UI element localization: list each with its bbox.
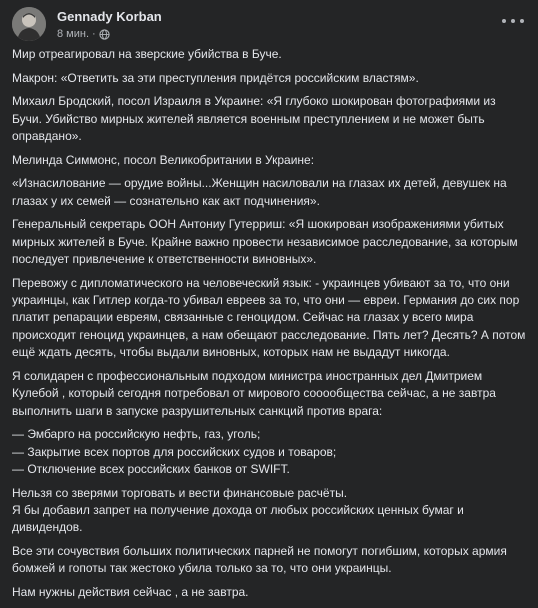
meta-separator: · (92, 28, 96, 40)
post-header (12, 7, 526, 41)
author-name[interactable]: Gennady Korban (57, 9, 162, 24)
post-paragraph: Все эти сочувствия больших политических парней не помогут погибшим, которых армия бомжей и гопоты так жестоко убила только за то, что они украинцы. (12, 544, 507, 576)
avatar-photo-icon (12, 7, 46, 41)
post-paragraph: Михаил Бродский, посол Израиля в Украине: «Я глубоко шокирован фотографиями из Бучи. Убийство мирных жителей является военным преступлением и не может быть оправдано». (12, 94, 496, 143)
post-text (12, 46, 526, 608)
globe-icon[interactable] (99, 29, 110, 40)
post-paragraph: Макрон: «Ответить за эти преступления придётся российским властям». (12, 70, 419, 85)
post-paragraph: Нам нужны действия сейчас , а не завтра. (12, 585, 249, 600)
more-options-icon[interactable] (502, 13, 524, 29)
dot-icon (511, 19, 515, 23)
post-paragraph: Мир отреагировал на зверские убийства в Буче. (12, 47, 282, 61)
post-paragraph: Мелинда Симмонс, посол Великобритании в Украине: (12, 152, 315, 167)
post-paragraph: — Эмбарго на российскую нефть, газ, уголь; — Закрытие всех портов для российских судов и товаров; — Отключение всех российских банков от SWIFT. (12, 427, 337, 477)
post-paragraph: Нельзя со зверями торговать и вести финансовые расчёты. Я бы добавил запрет на получение дохода от любых российских ценных бумаг и дивидендов. (12, 485, 464, 535)
post-paragraph: Я солидарен с профессиональным подходом министра иностранных дел Дмитрием Кулебой , который сегодня потребовал от мирового сооообщества сейчас, а не завтра выполнить шаги в запуске разрушительных санкций против врага: (12, 368, 496, 418)
post-paragraph: Генеральный секретарь ООН Антониу Гутерриш: «Я шокирован изображениями убитых мирных жителей в Буче. Крайне важно провести независимое расследование, за которым последует привлечение к ответственности виновных». (12, 217, 518, 266)
post-meta (57, 27, 110, 41)
dot-icon (502, 19, 506, 23)
post-paragraph: Перевожу с дипломатического на человеческий язык: - украинцев убивают за то, что они украинцы, как Гитлер когда-то убивал евреев за то, что они — евреи. Германия до сих пор платит репарации евреям, связанные с геноцидом. Сейчас на глазах у всего мира происходит геноцид украинцев, а нам обещают расследование. Пять лет? Десять? А потом ещё ждать десять, чтобы выдали виновных, которых нам не выдадут никогда. (12, 275, 526, 360)
dot-icon (520, 19, 524, 23)
avatar[interactable] (12, 7, 46, 41)
post-paragraph: «Изнасилование — орудие войны...Женщин насиловали на глазах их детей, девушек на глазах у их семей — сознательно как акт подчинения». (12, 176, 507, 208)
post-timestamp[interactable]: 8 мин. (57, 28, 90, 40)
